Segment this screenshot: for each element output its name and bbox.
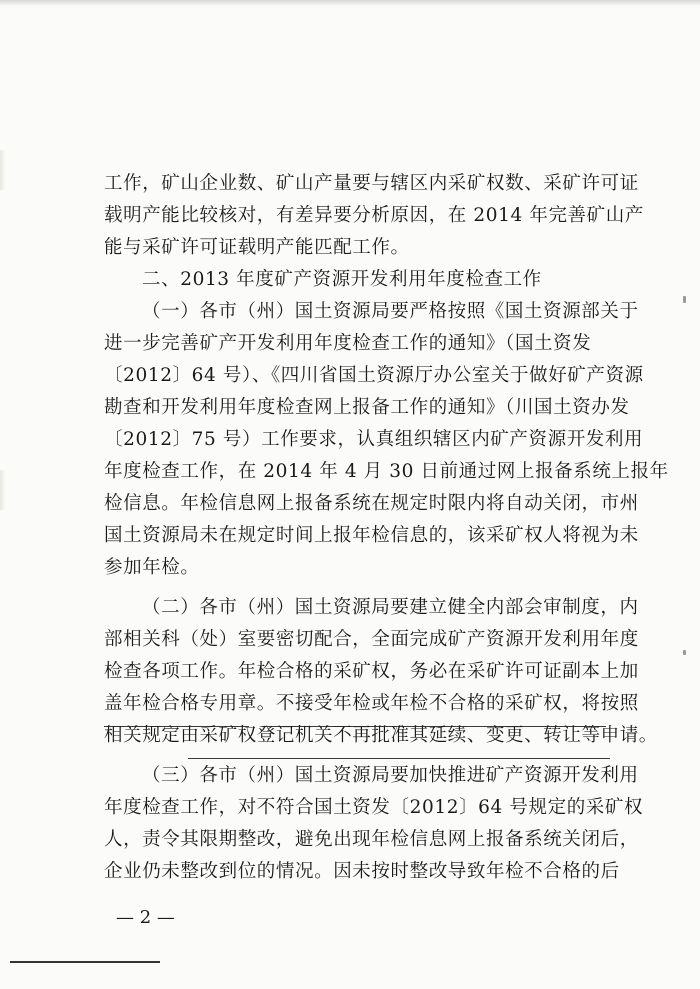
body-line: 国土资源局未在规定时间上报年检信息的，该采矿权人将视为未 bbox=[104, 525, 639, 546]
body-line: 人，责令其限期整改，避免出现年检信息网上报备系统关闭后， bbox=[104, 829, 639, 850]
page-number: — 2 — bbox=[116, 907, 175, 928]
body-line: 勘查和开发利用年度检查网上报备工作的通知》（川国土资办发 bbox=[104, 397, 630, 418]
body-line: 年度检查工作，在 2014 年 4 月 30 日前通过网上报备系统上报年 bbox=[104, 461, 669, 482]
body-line: （三）各市（州）国土资源局要加快推进矿产资源开发利用 bbox=[142, 765, 639, 786]
body-line: 检信息。年检信息网上报备系统在规定时限内将自动关闭，市州 bbox=[104, 493, 639, 514]
body-line: 相关规定由采矿权登记机关不再批准其延续、变更、转让等申请。 bbox=[104, 725, 658, 746]
body-line: 进一步完善矿产开发利用年度检查工作的通知》（国土资发 bbox=[104, 333, 592, 354]
body-line: （一）各市（州）国土资源局要严格按照《国土资源部关于 bbox=[142, 301, 639, 322]
body-line: 〔2012〕75 号）工作要求，认真组织辖区内矿产资源开发利用 bbox=[104, 429, 644, 450]
scan-margin-mark bbox=[0, 150, 6, 190]
body-line: 工作，矿山企业数、矿山产量要与辖区内采矿权数、采矿许可证 bbox=[104, 173, 639, 194]
body-line: 检查各项工作。年检合格的采矿权，务必在采矿许可证副本上加 bbox=[104, 661, 639, 682]
bottom-rule bbox=[10, 961, 160, 963]
body-line: 能与采矿许可证载明产能匹配工作。 bbox=[104, 237, 410, 258]
body-line: 年度检查工作，对不符合国土资发〔2012〕64 号规定的采矿权 bbox=[104, 797, 644, 818]
body-line: 〔2012〕64 号）、《四川省国土资源厅办公室关于做好矿产资源 bbox=[104, 365, 644, 386]
scan-edge-shadow bbox=[0, 0, 700, 6]
body-line: 载明产能比较核对，有差异要分析原因，在 2014 年完善矿山产 bbox=[104, 205, 644, 226]
scan-margin-mark bbox=[0, 470, 6, 510]
body-line: 部相关科（处）室要密切配合，全面完成矿产资源开发利用年度 bbox=[104, 629, 639, 650]
body-line: 参加年检。 bbox=[104, 557, 200, 578]
body-line: 企业仍未整改到位的情况。因未按时整改导致年检不合格的后 bbox=[104, 861, 620, 882]
body-line: （二）各市（州）国土资源局要建立健全内部会审制度，内 bbox=[142, 597, 639, 618]
body-line: 盖年检合格专用章。不接受年检或年检不合格的采矿权，将按照 bbox=[104, 693, 639, 714]
section-heading: 二、2013 年度矿产资源开发利用年度检查工作 bbox=[142, 269, 542, 290]
